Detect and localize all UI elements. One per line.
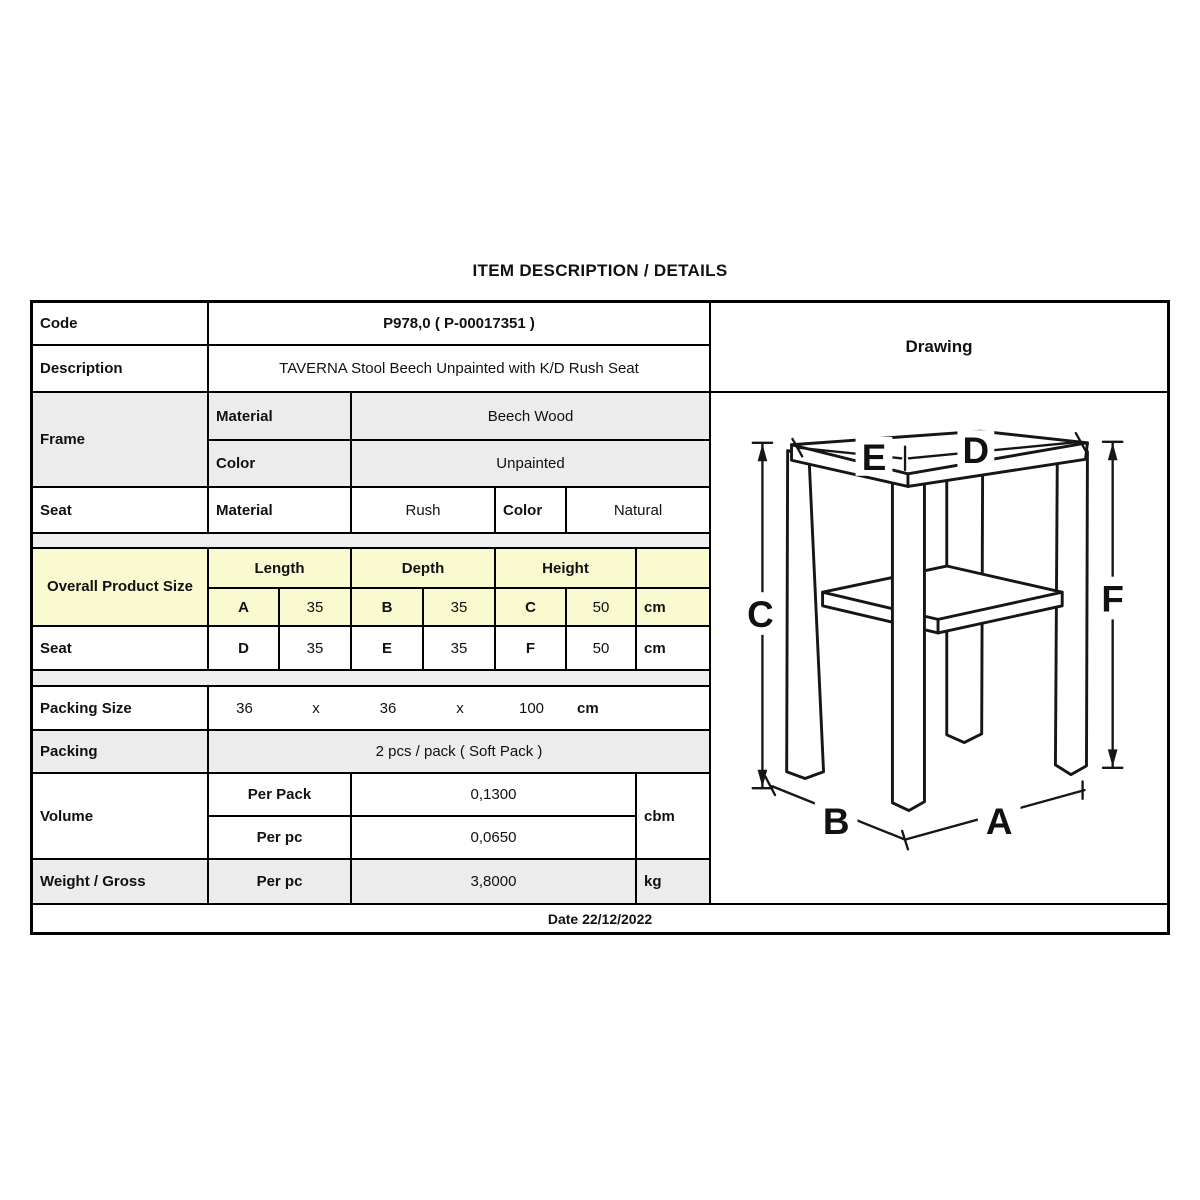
dim-f-value: 50: [567, 627, 635, 669]
seat-size-label: Seat: [33, 627, 207, 669]
dim-e-value: 35: [424, 627, 494, 669]
spacer-row: [33, 534, 709, 547]
stool-drawing: [711, 393, 1167, 903]
drawing-header: Drawing: [711, 303, 1167, 391]
per-pack-label: Per Pack: [209, 774, 350, 815]
code-label: Code: [33, 303, 207, 344]
dim-label-c: C: [747, 594, 774, 636]
packing-size-unit: cm: [577, 699, 599, 717]
per-pc-value: 0,0650: [352, 817, 635, 858]
frame-color-label: Color: [209, 441, 350, 486]
dim-label-e: E: [861, 436, 887, 478]
per-pack-value: 0,1300: [352, 774, 635, 815]
seat-label: Seat: [33, 488, 207, 532]
frame-material-value: Beech Wood: [352, 393, 709, 439]
dim-label-d: D: [962, 430, 990, 472]
description-label: Description: [33, 346, 207, 391]
dim-label-a: A: [985, 800, 1013, 842]
seat-material-value: Rush: [352, 488, 494, 532]
height-header: Height: [496, 549, 635, 587]
per-pc-label: Per pc: [209, 817, 350, 858]
dim-d-key: D: [209, 627, 278, 669]
dim-a-key: A: [209, 589, 278, 625]
seat-material-label: Material: [209, 488, 350, 532]
packing-size-v2: 36: [379, 699, 397, 717]
dim-b-key: B: [352, 589, 422, 625]
weight-label: Weight / Gross: [33, 860, 207, 903]
date-row: Date 22/12/2022: [33, 905, 1167, 932]
dim-d-value: 35: [280, 627, 350, 669]
overall-size-label: Overall Product Size: [33, 549, 207, 625]
weight-per-pc-label: Per pc: [209, 860, 350, 903]
dim-label-b: B: [822, 800, 850, 842]
drawing-canvas: [711, 393, 1167, 903]
dim-c-value: 50: [567, 589, 635, 625]
dim-label-f: F: [1101, 578, 1124, 620]
packing-size-x2: x: [456, 699, 464, 717]
dim-arrow-c-top: [758, 444, 768, 461]
description-value: TAVERNA Stool Beech Unpainted with K/D Rush Seat: [209, 346, 709, 391]
seat-color-label: Color: [496, 488, 565, 532]
dim-c-key: C: [496, 589, 565, 625]
dim-a-value: 35: [280, 589, 350, 625]
packing-label: Packing: [33, 731, 207, 772]
weight-value: 3,8000: [352, 860, 635, 903]
dim-e-key: E: [352, 627, 422, 669]
frame-material-label: Material: [209, 393, 350, 439]
stool-front-leg: [892, 478, 924, 811]
page-title: ITEM DESCRIPTION / DETAILS: [472, 261, 728, 280]
length-header: Length: [209, 549, 350, 587]
frame-color-value: Unpainted: [352, 441, 709, 486]
volume-label: Volume: [33, 774, 207, 858]
volume-unit: cbm: [637, 774, 709, 858]
dim-b-value: 35: [424, 589, 494, 625]
overall-unit: cm: [637, 589, 709, 625]
size-header-empty-cell: [637, 549, 709, 587]
spec-table: [30, 300, 1170, 935]
depth-header: Depth: [352, 549, 494, 587]
seat-color-value: Natural: [567, 488, 709, 532]
weight-unit: kg: [637, 860, 709, 903]
packing-size-x1: x: [312, 699, 320, 717]
dim-f-key: F: [496, 627, 565, 669]
stool-left-leg: [787, 451, 824, 779]
packing-size-value: [209, 687, 709, 729]
stool-seat: [792, 431, 1088, 486]
dim-arrow-f-top: [1108, 443, 1118, 460]
seat-size-unit: cm: [637, 627, 709, 669]
stool-right-leg: [1055, 447, 1087, 775]
packing-size-v3: 100: [518, 699, 545, 717]
packing-value: 2 pcs / pack ( Soft Pack ): [209, 731, 709, 772]
spacer-row: [33, 671, 709, 685]
dim-arrow-f-bottom: [1108, 749, 1118, 766]
packing-size-label: Packing Size: [33, 687, 207, 729]
packing-size-v1: 36: [236, 699, 253, 717]
frame-label: Frame: [33, 393, 207, 486]
code-value: P978,0 ( P-00017351 ): [209, 303, 709, 344]
